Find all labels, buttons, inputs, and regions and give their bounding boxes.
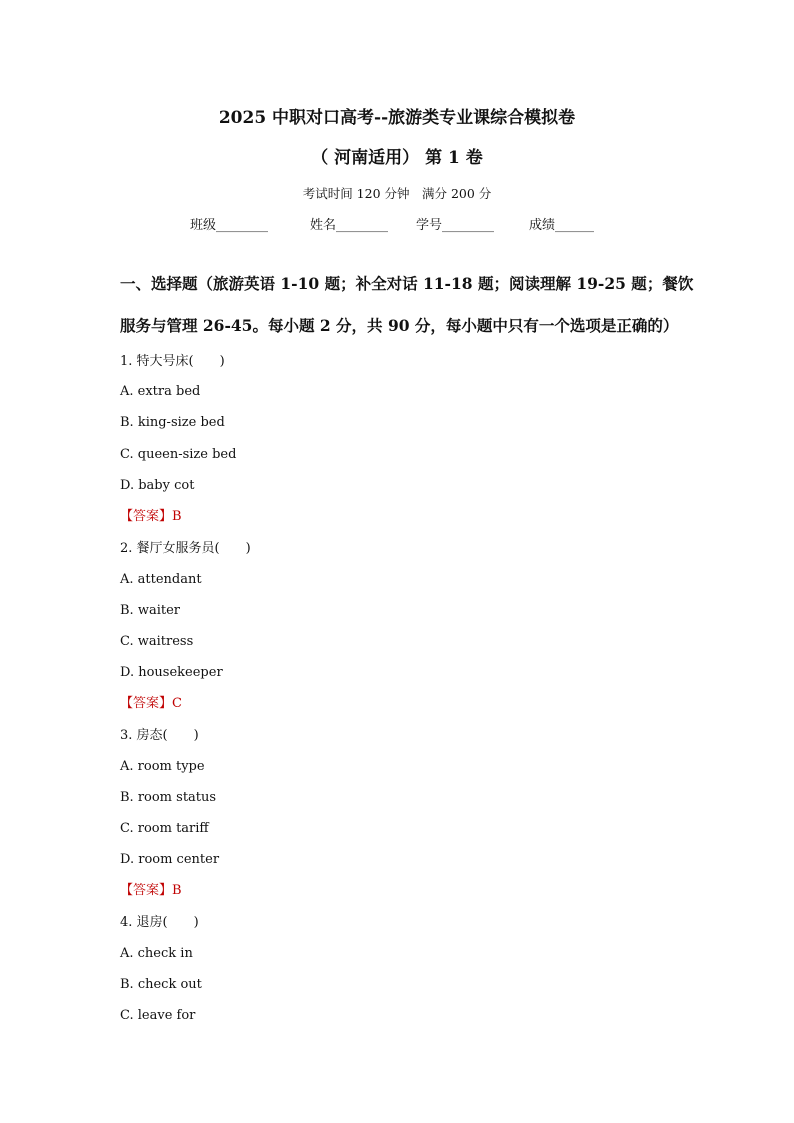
option-b: B. king-size bed	[120, 415, 225, 430]
option-c: C. room tariff	[120, 821, 209, 836]
option-a: A. extra bed	[120, 384, 201, 399]
answer-label: 【答案】C	[120, 696, 182, 711]
document-subtitle: （ 河南适用） 第 1 卷	[311, 148, 483, 168]
class-field: 班级________	[190, 218, 269, 233]
option-c: C. leave for	[120, 1008, 196, 1023]
question-stem: 3. 房态( )	[120, 728, 199, 743]
question-stem: 4. 退房( )	[120, 915, 199, 930]
section-heading: 一、选择题（旅游英语 1-10 题；补全对话 11-18 题；阅读理解 19-25 题；餐饮	[120, 274, 694, 293]
option-d: D. housekeeper	[120, 665, 223, 680]
option-a: A. attendant	[120, 572, 202, 587]
section-heading-continued: 服务与管理 26-45。每小题 2 分，共 90 分，每小题中只有一个选项是正确的）	[120, 316, 679, 335]
name-field: 姓名________	[310, 218, 389, 233]
question-stem: 1. 特大号床( )	[120, 354, 225, 369]
answer-label: 【答案】B	[120, 509, 182, 524]
student-id-field: 学号________	[416, 218, 495, 233]
document-title: 2025 中职对口高考--旅游类专业课综合模拟卷	[218, 108, 576, 128]
score-field: 成绩______	[529, 218, 595, 233]
option-c: C. queen-size bed	[120, 447, 237, 462]
option-d: D. baby cot	[120, 478, 195, 493]
option-b: B. waiter	[120, 603, 180, 618]
option-d: D. room center	[120, 852, 220, 867]
answer-label: 【答案】B	[120, 883, 182, 898]
exam-info: 考试时间 120 分钟 满分 200 分	[302, 186, 492, 201]
option-b: B. room status	[120, 790, 217, 805]
option-b: B. check out	[120, 977, 202, 992]
option-c: C. waitress	[120, 634, 194, 649]
question-stem: 2. 餐厅女服务员( )	[120, 541, 251, 556]
option-a: A. check in	[120, 946, 193, 961]
option-a: A. room type	[120, 759, 205, 774]
